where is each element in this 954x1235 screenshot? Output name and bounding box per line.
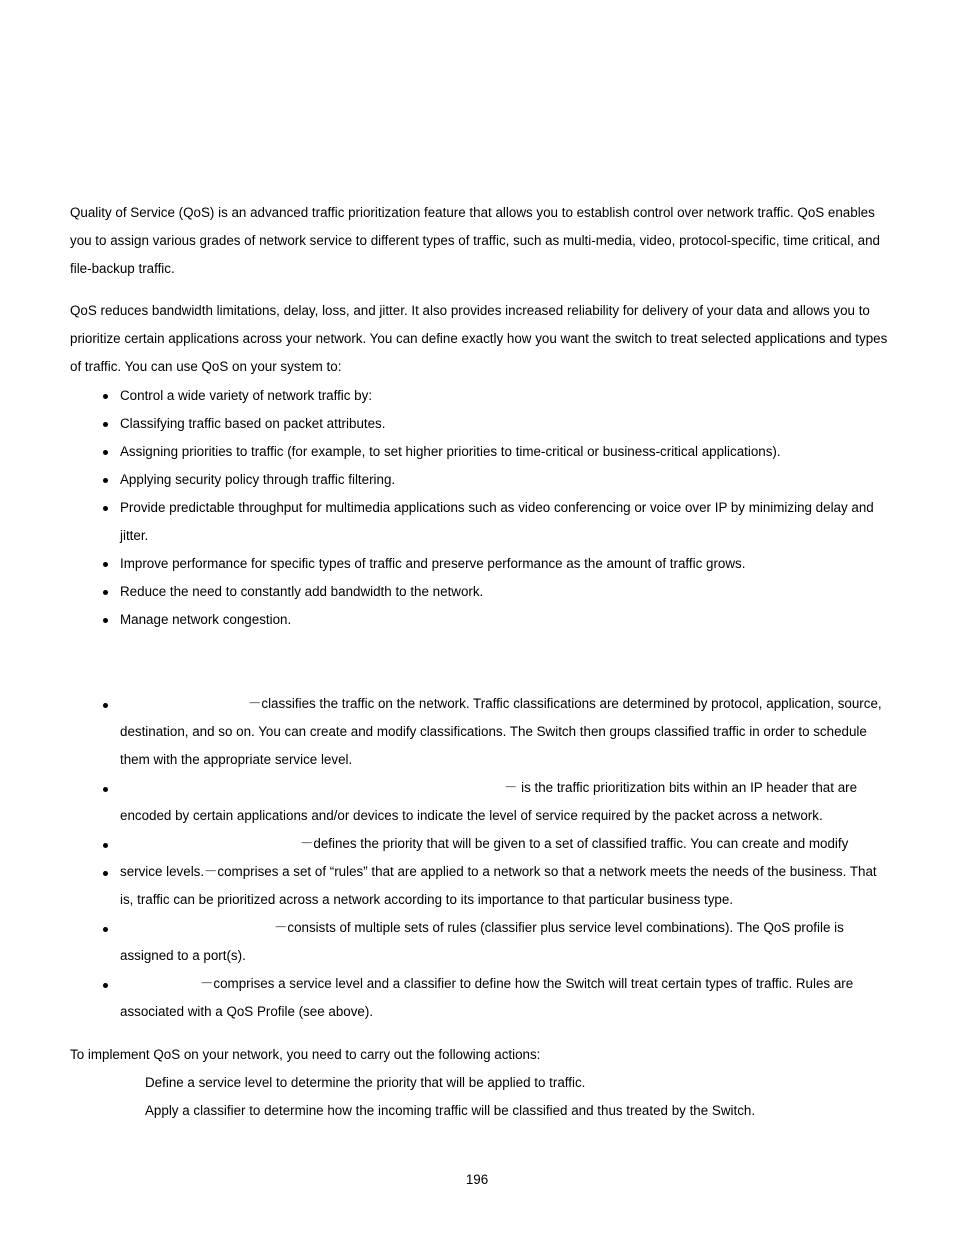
dash-glyph: －: [300, 836, 314, 851]
definition-text: classifies the traffic on the network. Traffic classifications are determined by protocol, application, source, destination, and so on. You can create and modify classifications. The Switch then groups classified traffic in order to schedule them with the appropriate service level.: [120, 696, 882, 767]
definition-item-classifier: [120, 690, 890, 774]
bullet-icon: [103, 983, 109, 989]
list-item: Improve performance for specific types of traffic and preserve performance as the amount of traffic grows.: [120, 556, 746, 571]
list-item: Classifying traffic based on packet attributes.: [120, 416, 386, 431]
definition-text: defines the priority that will be given to a set of classified traffic. You can create and modify service levels.: [120, 836, 849, 879]
bullet-icon: [103, 394, 109, 400]
intro-paragraph-1: Quality of Service (QoS) is an advanced traffic prioritization feature that allows you to establish control over network traffic. QoS enables you to assign various grades of network service to different types of traffic, such as multi-media, video, protocol-specific, time critical, and file-backup traffic.: [70, 205, 881, 276]
definition-item-qos-profile: [120, 914, 890, 970]
implement-intro: To implement QoS on your network, you need to carry out the following actions:: [70, 1047, 541, 1062]
dash-glyph: －: [504, 780, 518, 795]
implement-step-1: Define a service level to determine the priority that will be applied to traffic.: [145, 1075, 586, 1090]
definition-text: comprises a set of “rules” that are applied to a network so that a network meets the needs of the business. That is, traffic can be prioritized across a network according to its importance to that particular business type.: [120, 864, 877, 907]
page-number: 196: [465, 1172, 489, 1187]
bullet-icon: [103, 787, 109, 793]
dash-glyph: －: [248, 696, 262, 711]
bullet-icon: [103, 562, 109, 568]
definition-text: is the traffic prioritization bits within an IP header that are encoded by certain applications and/or devices to indicate the level of service required by the packet across a network.: [120, 780, 858, 823]
list-item: Provide predictable throughput for multimedia applications such as video conferencing or voice over IP by minimizing delay and jitter.: [120, 500, 874, 543]
implement-step-2: Apply a classifier to determine how the incoming traffic will be classified and thus treated by the Switch.: [145, 1103, 756, 1118]
bullet-icon: [103, 703, 109, 709]
bullet-icon: [103, 422, 109, 428]
bullet-icon: [103, 927, 109, 933]
definition-text: comprises a service level and a classifier to define how the Switch will treat certain types of traffic. Rules are associated with a QoS Profile (see above).: [120, 976, 854, 1019]
list-item: Assigning priorities to traffic (for example, to set higher priorities to time-critical or business-critical applications).: [120, 444, 781, 459]
bullet-icon: [103, 590, 109, 596]
dash-glyph: －: [200, 976, 214, 991]
definition-item-policy: [120, 858, 890, 914]
list-item: Reduce the need to constantly add bandwidth to the network.: [120, 584, 484, 599]
bullet-icon: [103, 506, 109, 512]
dash-glyph: －: [204, 864, 218, 879]
bullet-icon: [103, 478, 109, 484]
definition-text: consists of multiple sets of rules (classifier plus service level combinations). The QoS profile is assigned to a port(s).: [120, 920, 844, 963]
bullet-icon: [103, 618, 109, 624]
bullet-icon: [103, 843, 109, 849]
list-item: Control a wide variety of network traffic by:: [120, 388, 373, 403]
definition-item-dscp: [120, 774, 890, 830]
bullet-icon: [103, 450, 109, 456]
list-item: Applying security policy through traffic filtering.: [120, 472, 396, 487]
definition-item-rules: [120, 970, 890, 1026]
dash-glyph: －: [274, 920, 288, 935]
list-item: Manage network congestion.: [120, 612, 292, 627]
intro-paragraph-2: QoS reduces bandwidth limitations, delay, loss, and jitter. It also provides increased reliability for delivery of your data and allows you to prioritize certain applications across your network. You can define exactly how you want the switch to treat selected applications and types of traffic. You can use QoS on your system to:: [70, 303, 888, 374]
bullet-icon: [103, 871, 109, 877]
